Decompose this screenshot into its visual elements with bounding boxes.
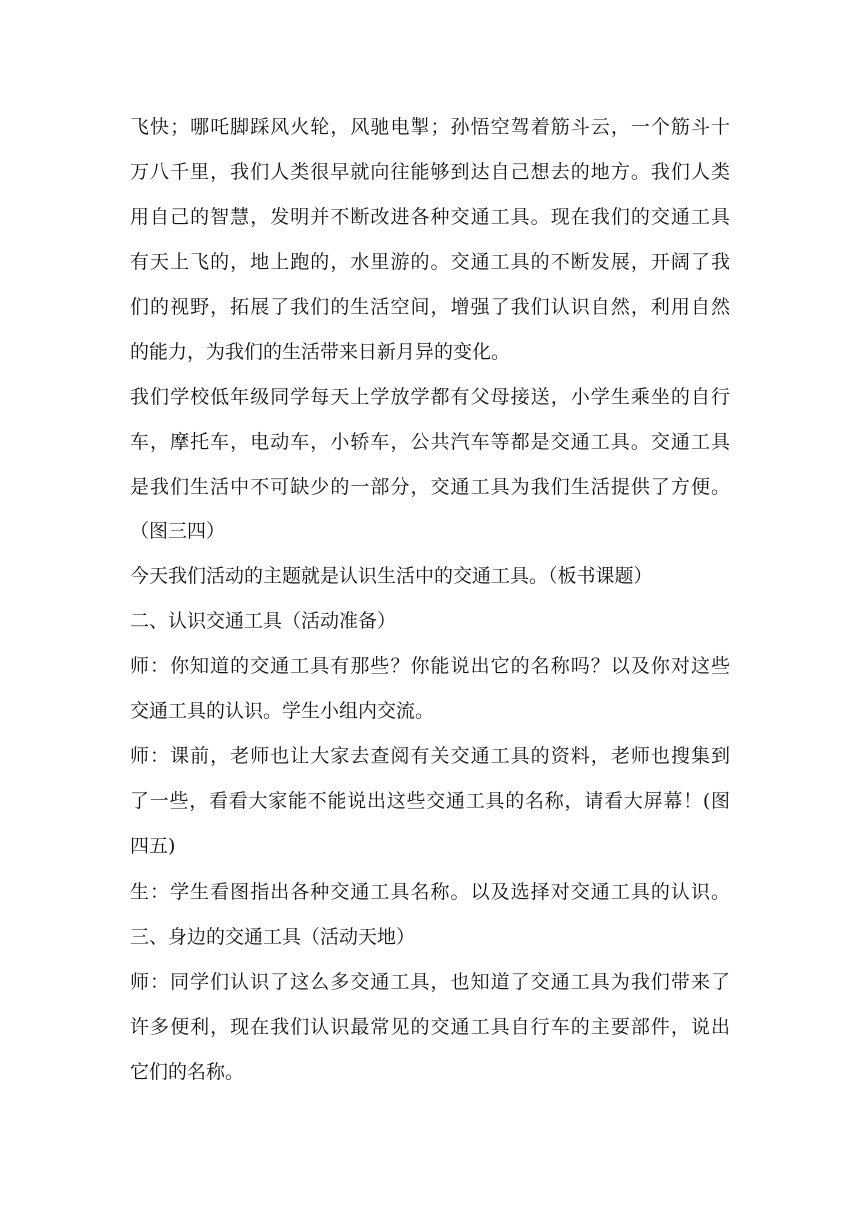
text-line-14: 交通工具的认识。学生小组内交流。 — [130, 700, 435, 722]
text-line-4: 有天上飞的，地上跑的，水里游的。交通工具的不断发展，开阔了我 — [130, 251, 730, 273]
text-line-3: 用自己的智慧，发明并不断改进各种交通工具。现在我们的交通工具 — [130, 206, 730, 228]
text-line-13: 师：你知道的交通工具有那些？你能说出它的名称吗？以及你对这些 — [130, 655, 730, 677]
text-line-16: 了一些，看看大家能不能说出这些交通工具的名称，请看大屏幕！(图 — [130, 790, 730, 812]
text-line-20: 师：同学们认识了这么多交通工具，也知道了交通工具为我们带来了 — [130, 971, 730, 993]
text-line-22: 它们的名称。 — [130, 1061, 245, 1083]
text-line-17: 四五) — [130, 835, 176, 857]
text-line-2: 万八千里，我们人类很早就向往能够到达自己想去的地方。我们人类 — [130, 161, 730, 183]
text-line-5: 们的视野，拓展了我们的生活空间，增强了我们认识自然，利用自然 — [130, 296, 730, 318]
text-line-1: 飞快；哪吒脚踩风火轮，风驰电掣；孙悟空驾着筋斗云，一个筋斗十 — [130, 116, 730, 138]
section-heading-3: 三、身边的交通工具（活动天地） — [130, 926, 416, 948]
text-line-8: 车，摩托车，电动车，小轿车，公共汽车等都是交通工具。交通工具 — [130, 431, 730, 453]
text-line-10: （图三四） — [130, 520, 226, 542]
text-line-11: 今天我们活动的主题就是认识生活中的交通工具。（板书课题） — [130, 565, 653, 587]
section-heading-2: 二、认识交通工具（活动准备） — [130, 610, 397, 632]
text-line-7: 我们学校低年级同学每天上学放学都有父母接送，小学生乘坐的自行 — [130, 386, 730, 408]
text-line-6: 的能力，为我们的生活带来日新月异的变化。 — [130, 341, 511, 363]
text-line-15: 师：课前，老师也让大家去查阅有关交通工具的资料，老师也搜集到 — [130, 745, 730, 767]
text-line-18: 生：学生看图指出各种交通工具名称。以及选择对交通工具的认识。 — [130, 881, 730, 903]
text-line-9: 是我们生活中不可缺少的一部分，交通工具为我们生活提供了方便。 — [130, 476, 730, 498]
text-line-21: 许多便利，现在我们认识最常见的交通工具自行车的主要部件，说出 — [130, 1016, 730, 1038]
